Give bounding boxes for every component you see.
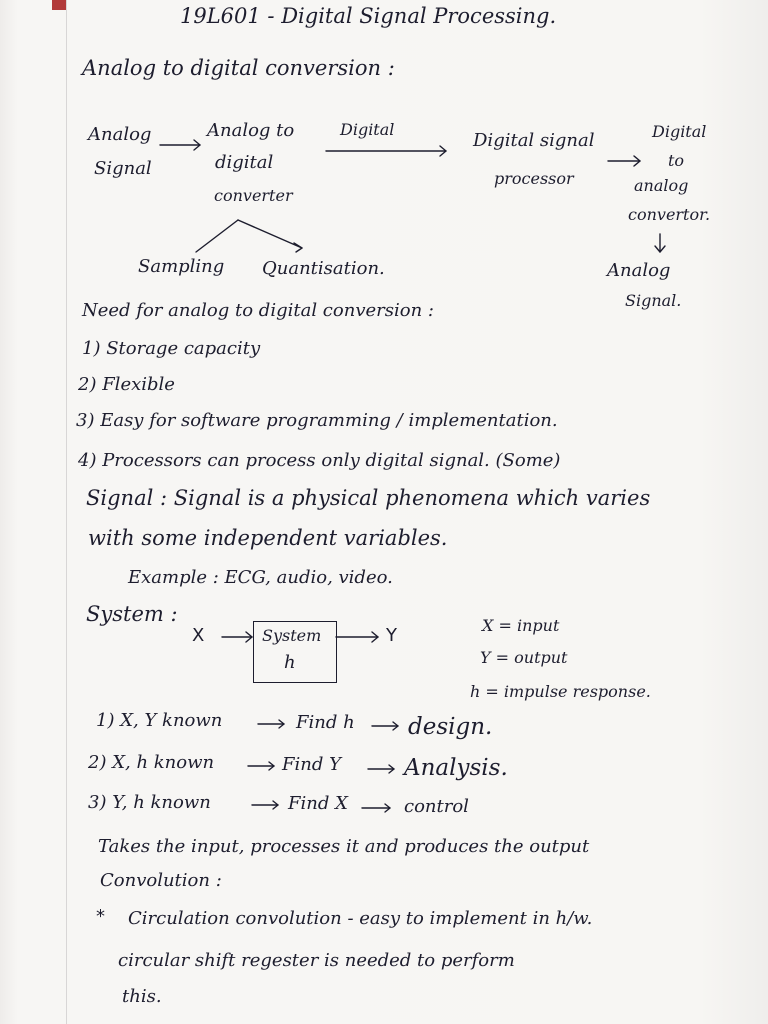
system-input-x: X bbox=[192, 625, 205, 646]
case-3-left: 3) Y, h known bbox=[88, 792, 211, 813]
flow-dac-line4: convertor. bbox=[628, 205, 711, 224]
page-title: 19L601 - Digital Signal Processing. bbox=[180, 4, 557, 28]
flow-analog-signal-line2: Signal bbox=[94, 158, 152, 179]
system-heading: System : bbox=[86, 602, 178, 626]
case-1-left: 1) X, Y known bbox=[96, 710, 223, 731]
convolution-line2: circular shift regester is needed to perform bbox=[118, 950, 515, 971]
need-item-1: 1) Storage capacity bbox=[82, 338, 261, 359]
flow-output-line1: Analog bbox=[607, 260, 671, 281]
convolution-line1: Circulation convolution - easy to implement in h/w. bbox=[128, 908, 593, 929]
need-heading: Need for analog to digital conversion : bbox=[82, 300, 434, 321]
flow-dsp-line2: processor bbox=[494, 169, 574, 188]
system-output-y: Y bbox=[386, 625, 397, 646]
flow-adc-line2: digital bbox=[215, 152, 274, 173]
flow-dac-line3: analog bbox=[634, 176, 689, 195]
flow-dac-line2: to bbox=[668, 151, 685, 170]
convolution-line3: this. bbox=[122, 986, 162, 1007]
system-box bbox=[253, 621, 337, 683]
legend-h: h = impulse response. bbox=[470, 682, 651, 701]
case-3-find: Find X bbox=[288, 793, 348, 814]
need-item-4: 4) Processors can process only digital signal. (Some) bbox=[78, 450, 561, 471]
system-description: Takes the input, processes it and produces the output bbox=[98, 836, 590, 857]
system-box-label: System bbox=[262, 626, 322, 645]
flow-dsp-line1: Digital signal bbox=[473, 130, 595, 151]
legend-y: Y = output bbox=[480, 648, 568, 667]
flow-sampling: Sampling bbox=[138, 256, 225, 277]
case-1-result: design. bbox=[408, 714, 493, 740]
star-bullet: * bbox=[96, 906, 105, 927]
flow-adc-line1: Analog to bbox=[207, 120, 295, 141]
signal-line1: Signal : Signal is a physical phenomena which varies bbox=[86, 486, 651, 510]
flow-adc-line3: converter bbox=[214, 186, 293, 205]
case-2-result: Analysis. bbox=[404, 755, 508, 781]
convolution-heading: Convolution : bbox=[100, 870, 222, 891]
flow-digital-label: Digital bbox=[340, 120, 395, 139]
case-2-find: Find Y bbox=[282, 754, 341, 775]
flow-analog-signal-line1: Analog bbox=[88, 124, 152, 145]
flow-quantisation: Quantisation. bbox=[262, 258, 385, 279]
case-1-find: Find h bbox=[296, 712, 355, 733]
need-item-2: 2) Flexible bbox=[78, 374, 175, 395]
need-item-3: 3) Easy for software programming / implementation. bbox=[76, 410, 558, 431]
flow-dac-line1: Digital bbox=[652, 122, 707, 141]
margin-line bbox=[66, 0, 67, 1024]
case-2-left: 2) X, h known bbox=[88, 752, 215, 773]
section-heading: Analog to digital conversion : bbox=[82, 56, 395, 80]
signal-line2: with some independent variables. bbox=[88, 526, 448, 550]
legend-x: X = input bbox=[482, 616, 560, 635]
case-3-result: control bbox=[404, 796, 469, 817]
flow-output-line2: Signal. bbox=[625, 291, 682, 310]
page-corner-tab bbox=[52, 0, 66, 10]
signal-example: Example : ECG, audio, video. bbox=[128, 567, 393, 588]
system-box-h: h bbox=[284, 652, 296, 673]
